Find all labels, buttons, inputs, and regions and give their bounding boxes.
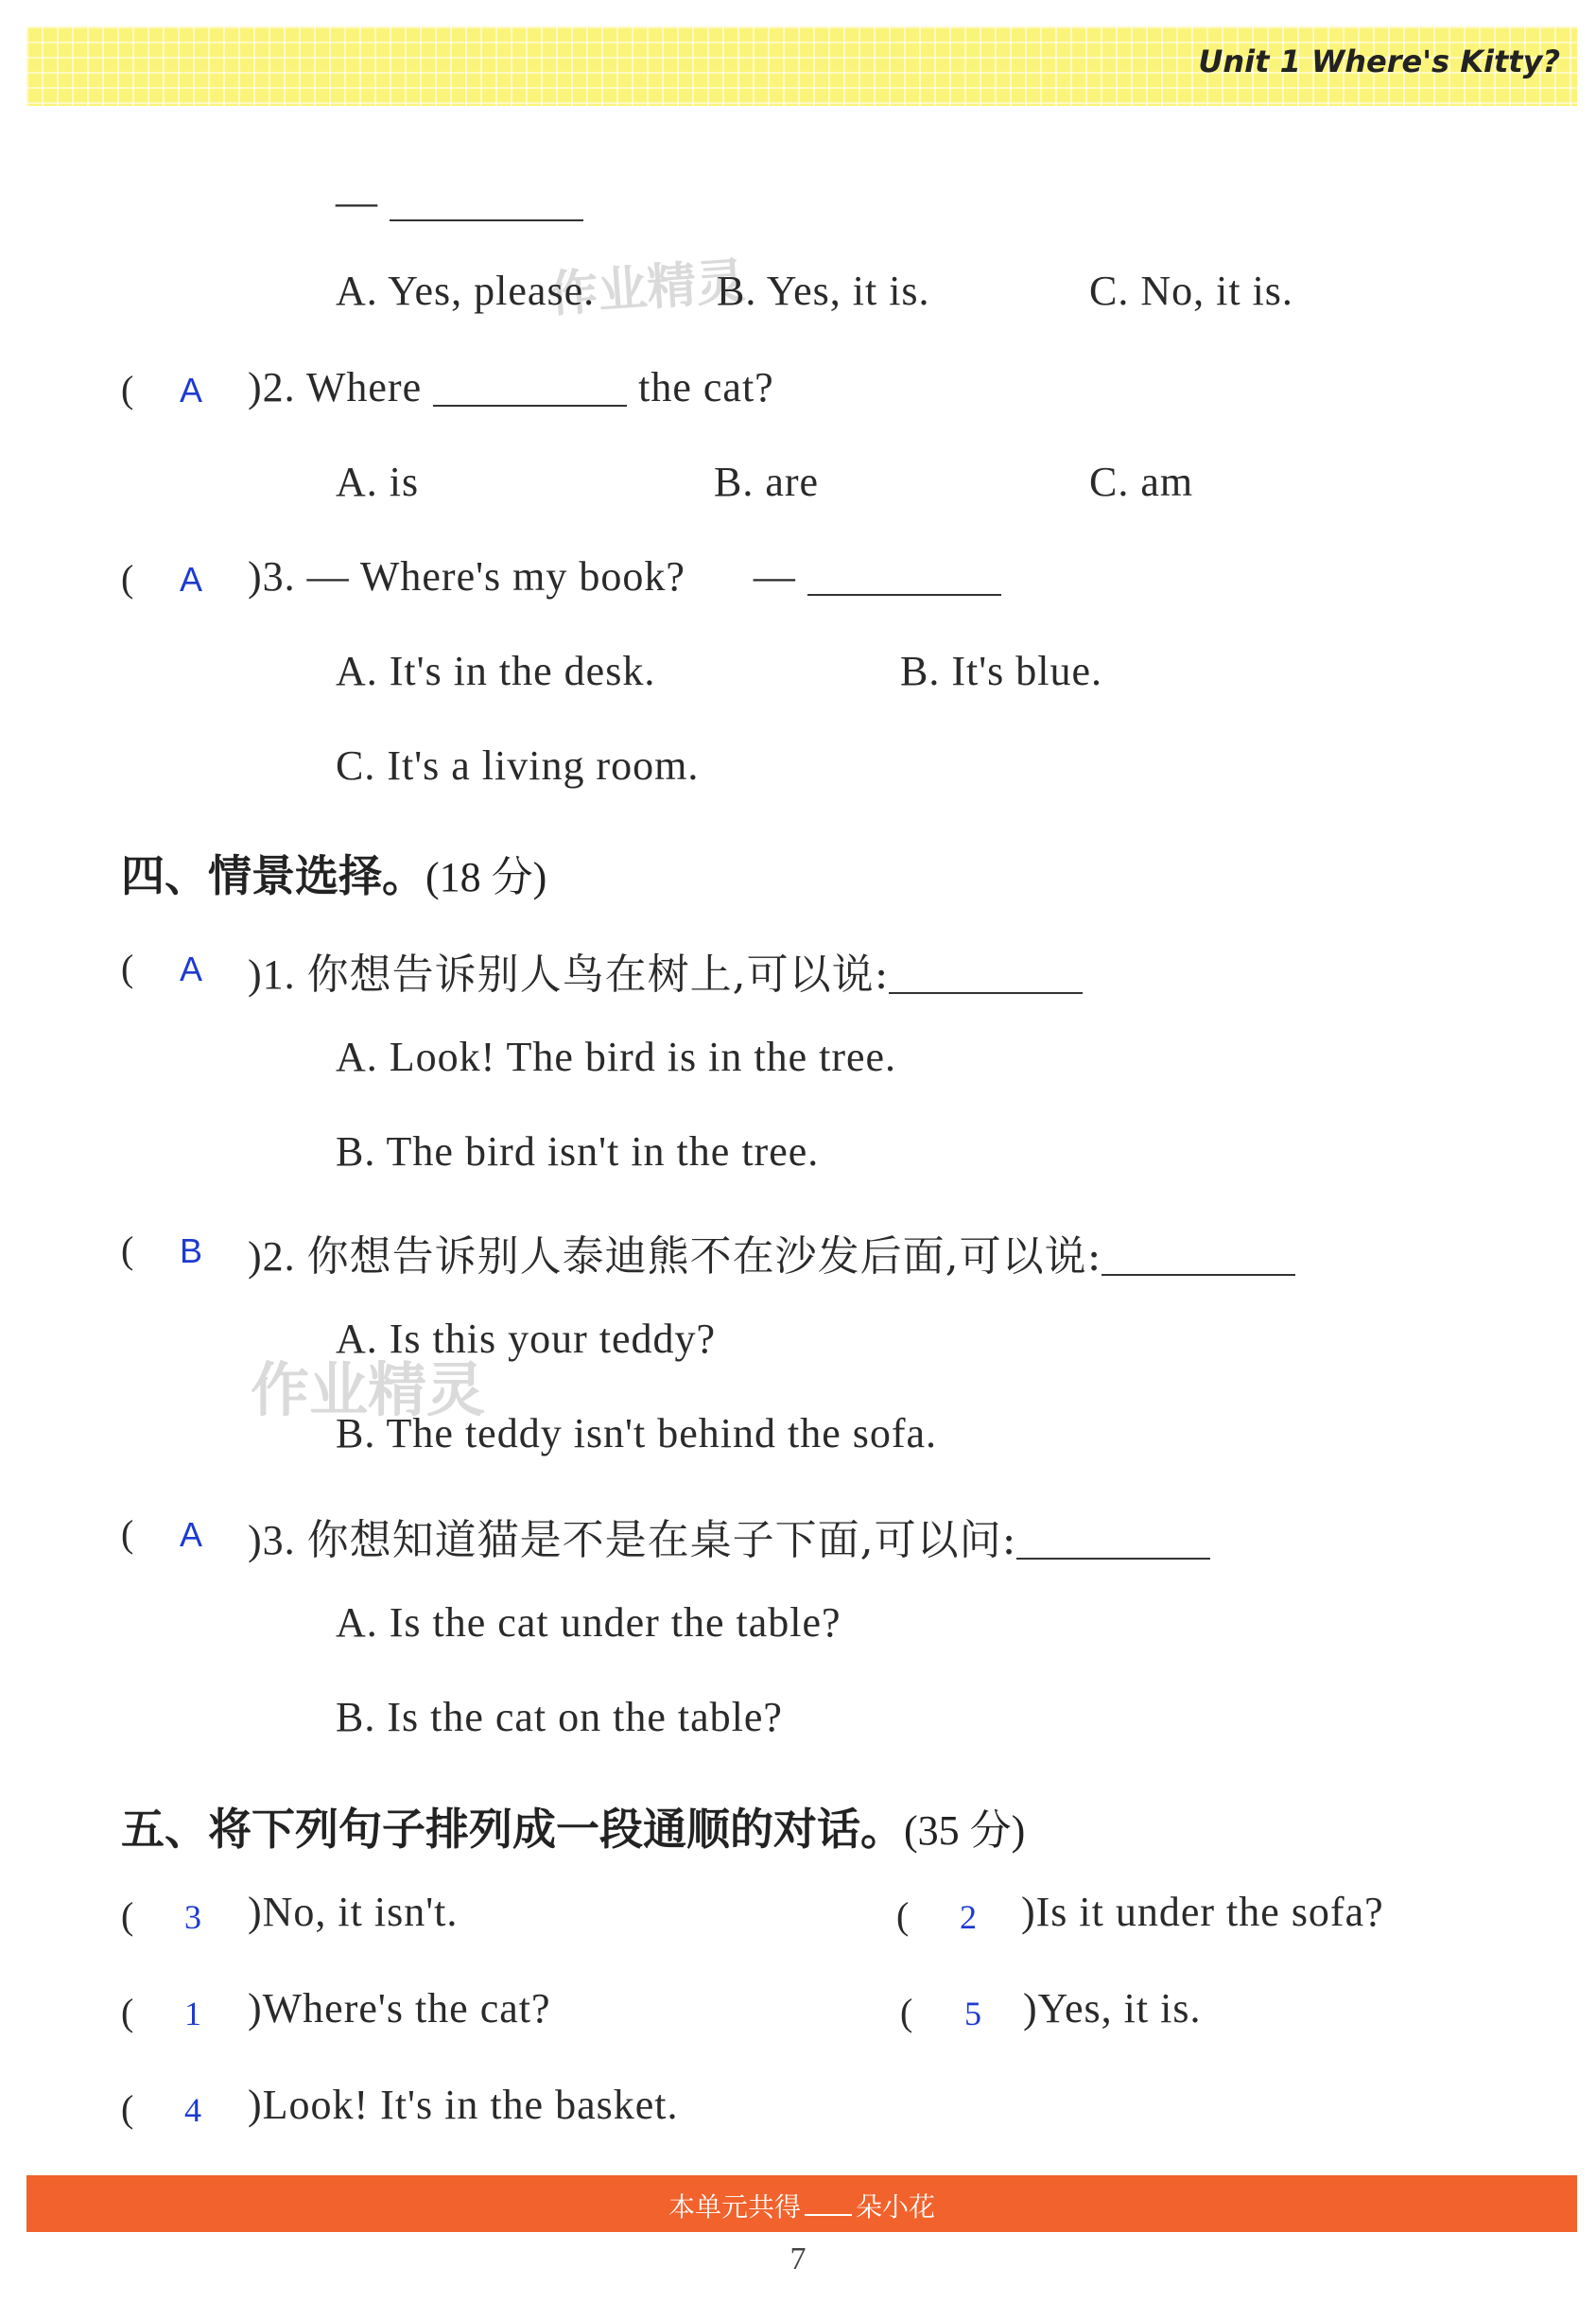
s4-q2-answer: B — [180, 1231, 203, 1270]
s5-order-5: 4 — [184, 2091, 201, 2129]
s4-q1-answer: A — [180, 950, 203, 988]
s5-order-3: 1 — [184, 1995, 201, 2032]
s4-q3-number: )3. — [248, 1517, 296, 1563]
s4-q2-number: )2. — [248, 1233, 296, 1280]
open-paren: ( — [121, 368, 134, 410]
open-paren: ( — [121, 1991, 134, 2033]
open-paren: ( — [896, 1894, 910, 1937]
answer-blank — [807, 592, 1001, 596]
open-paren: ( — [121, 2087, 134, 2130]
s4-q1-text: 你想告诉别人鸟在树上,可以说: — [306, 950, 890, 999]
answer-blank — [433, 403, 627, 407]
s4-q2-option-b: B. The teddy isn't behind the sofa. — [336, 1410, 938, 1456]
q3-text: — Where's my book? — [306, 553, 685, 600]
answer-blank — [390, 218, 583, 221]
q2-before: Where — [305, 364, 423, 410]
q2-answer: A — [180, 371, 203, 410]
q1-option-c: C. No, it is. — [1089, 268, 1293, 314]
answer-blank — [889, 990, 1083, 994]
q2-number: )2. — [248, 364, 296, 410]
section4-title — [121, 842, 546, 904]
s4-q1-option-b: B. The bird isn't in the tree. — [336, 1128, 820, 1175]
q3-number: )3. — [248, 553, 296, 600]
q1-option-b: B. Yes, it is. — [717, 268, 930, 314]
section5-heading: 五、将下列句子排列成一段通顺的对话。 — [121, 1804, 904, 1855]
q2-option-c: C. am — [1089, 459, 1194, 505]
q3-stem — [248, 552, 1013, 601]
section4-score: (18 分) — [425, 854, 547, 900]
section4-heading: 四、情景选择。 — [121, 850, 425, 901]
s5-order-2: 2 — [960, 1898, 977, 1936]
s4-q3-text: 你想知道猫是不是在桌子下面,可以问: — [306, 1516, 1017, 1564]
s4-q3-stem — [248, 1506, 1222, 1566]
footer-score-text — [668, 2187, 935, 2224]
footer-blank — [805, 2214, 852, 2216]
open-paren: ( — [121, 1894, 134, 1937]
q3-dash: — — [753, 553, 796, 600]
s5-sentence-1: )No, it isn't. — [248, 1889, 459, 1935]
s4-q2-text: 你想告诉别人泰迪熊不在沙发后面,可以说: — [306, 1232, 1102, 1281]
q3-option-c: C. It's a living room. — [336, 742, 700, 789]
q1-option-a: A. Yes, please. — [336, 268, 596, 314]
s5-order-1: 3 — [184, 1898, 201, 1936]
s4-q2-option-a: A. Is this your teddy? — [336, 1316, 717, 1362]
open-paren: ( — [121, 1512, 134, 1555]
s5-order-4: 5 — [964, 1995, 981, 2032]
s4-q1-option-a: A. Look! The bird is in the tree. — [336, 1034, 897, 1080]
q2-after: the cat? — [638, 364, 774, 410]
footer-before: 本单元共得 — [668, 2191, 801, 2223]
s5-sentence-3: )Where's the cat? — [248, 1985, 551, 2032]
s5-sentence-4: )Yes, it is. — [1023, 1985, 1202, 2032]
q2-option-a: A. is — [336, 459, 420, 505]
open-paren: ( — [121, 947, 134, 989]
q1-dash-line — [336, 178, 595, 226]
open-paren: ( — [900, 1991, 913, 2033]
s4-q1-number: )1. — [248, 951, 296, 998]
s4-q3-answer: A — [180, 1515, 203, 1554]
section5-score: (35 分) — [904, 1807, 1026, 1854]
watermark-top: 作业精灵 — [546, 253, 748, 324]
page-footer — [26, 2175, 1577, 2232]
section5-title — [121, 1795, 1025, 1857]
open-paren: ( — [121, 557, 134, 600]
q1-dash: — — [336, 179, 378, 225]
q3-answer: A — [180, 560, 203, 599]
answer-blank — [1016, 1556, 1210, 1560]
q2-stem — [248, 363, 774, 411]
s4-q3-option-b: B. Is the cat on the table? — [336, 1694, 783, 1740]
q3-option-a: A. It's in the desk. — [336, 648, 656, 694]
q2-option-b: B. are — [714, 459, 820, 505]
watermark-middle: 作业精灵 — [251, 1355, 486, 1424]
page-header — [26, 26, 1577, 106]
s5-sentence-5: )Look! It's in the basket. — [248, 2082, 679, 2128]
answer-blank — [1102, 1272, 1295, 1276]
s4-q2-stem — [248, 1222, 1307, 1282]
s4-q3-option-a: A. Is the cat under the table? — [336, 1599, 841, 1646]
page-number: 7 — [789, 2241, 807, 2276]
footer-after: 朵小花 — [856, 2191, 936, 2223]
open-paren: ( — [121, 1229, 134, 1271]
s5-sentence-2: )Is it under the sofa? — [1021, 1889, 1384, 1935]
s4-q1-stem — [248, 940, 1094, 1001]
unit-title: Unit 1 Where's Kitty? — [1198, 44, 1560, 79]
q3-option-b: B. It's blue. — [900, 648, 1103, 694]
